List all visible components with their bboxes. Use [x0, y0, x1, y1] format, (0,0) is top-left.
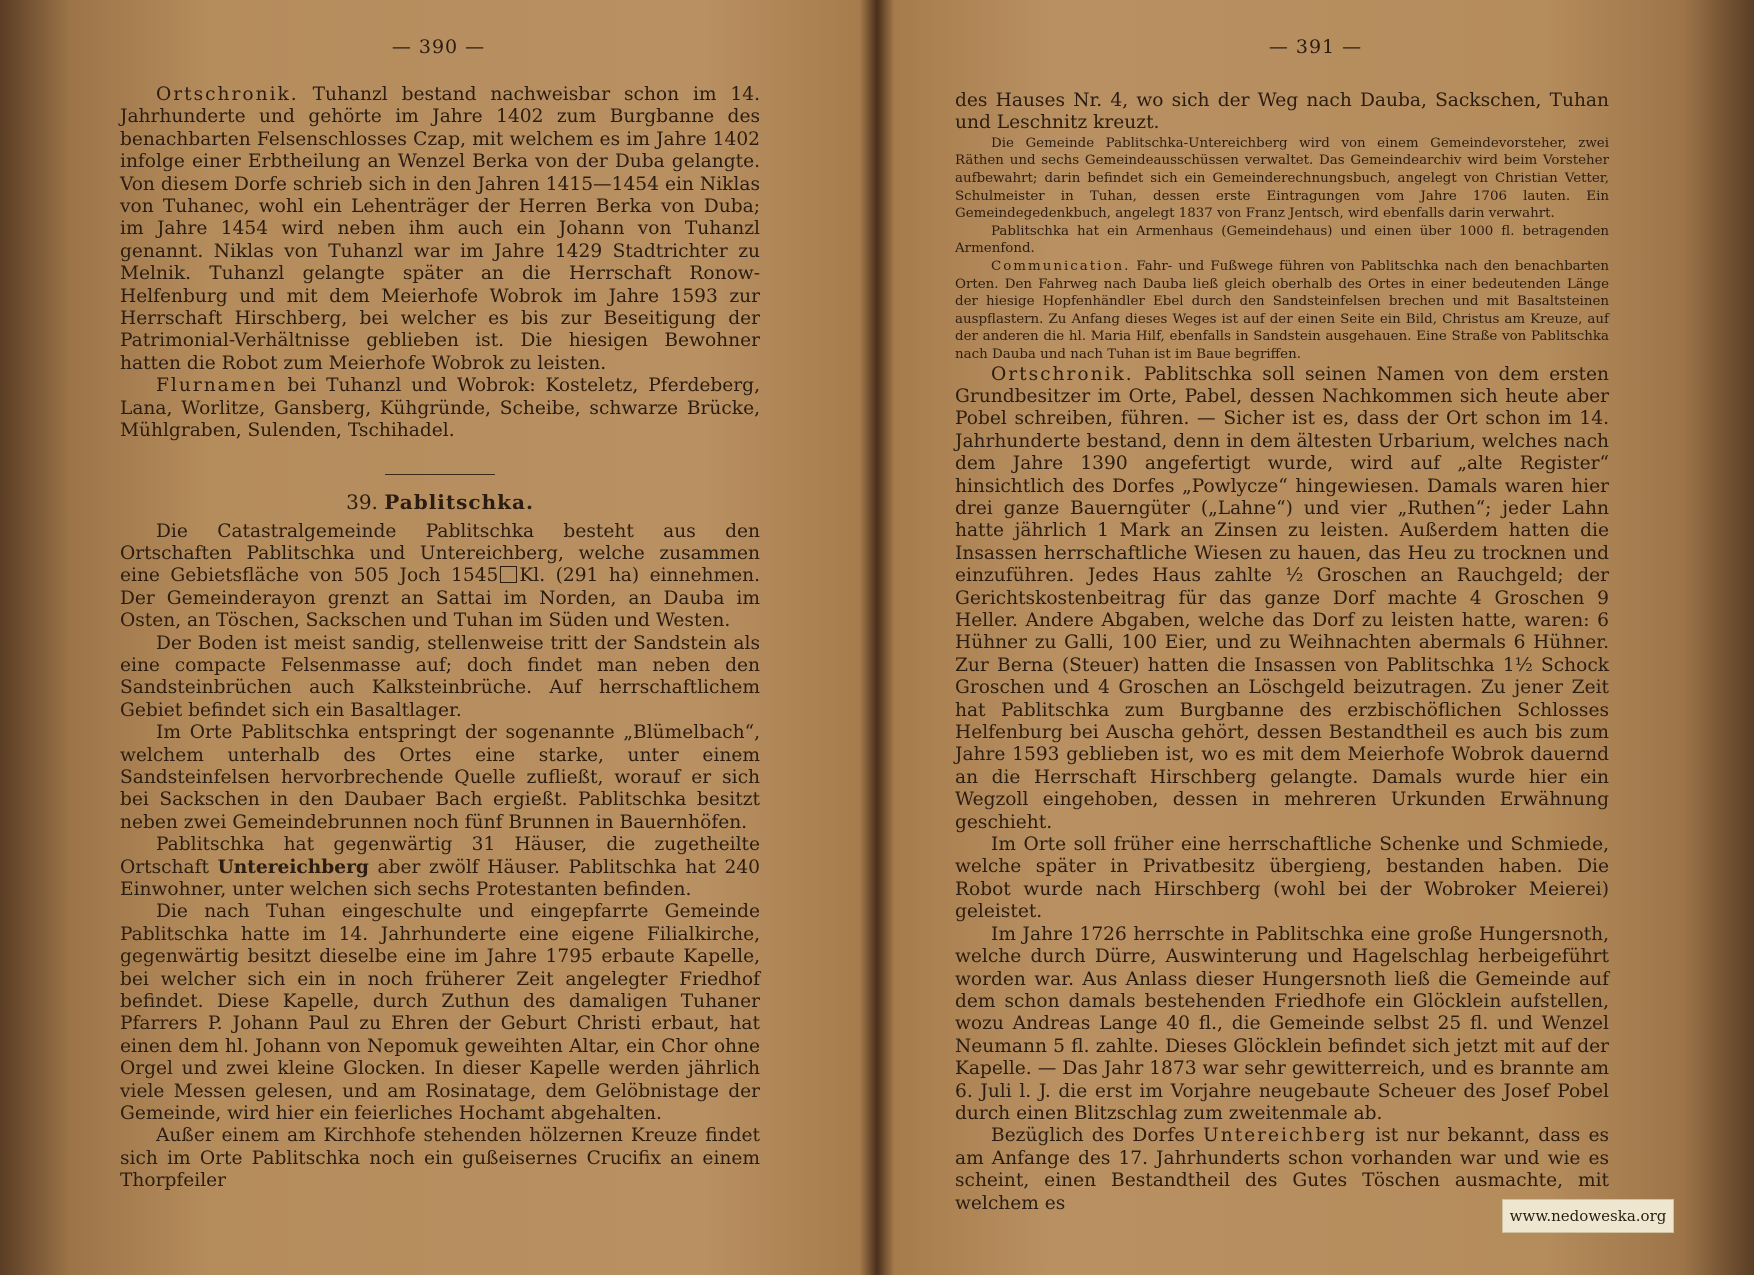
left-text-column	[120, 84, 760, 1193]
bold-place-name: Untereichberg	[217, 856, 369, 878]
paragraph-text: Bezüglich des Dorfes	[991, 1125, 1195, 1147]
paragraph: Der Boden ist meist sandig, stellenweise tritt der Sandstein als eine compacte Felsenmasse auf; doch findet man neben den Sandsteinbrüchen auch Kalksteinbrüche. Auf herrschaftlichem Gebiet befindet sich ein Basaltlager.	[120, 632, 760, 721]
paragraph	[955, 364, 1609, 835]
paragraph: Im Orte Pablitschka entspringt der sogenannte „Blümelbach“, welchem unterhalb des Ortes eine starke, unter einem Sandsteinfelsen hervorbrechende Quelle zufließt, worauf er sich bei Sackschen in den Daubaer Bach ergießt. Pablitschka besitzt neben zwei Gemeindebrunnen noch fünf Brunnen in Bauernhöfen.	[120, 722, 760, 833]
paragraph	[120, 375, 760, 442]
paragraph-text: ist nur bekannt, dass es am Anfange des 17. Jahrhunderts schon vorhanden war und wie es scheint, einen Bestandtheil des Gutes Töschen ausmachte, mit welchem es	[955, 1125, 1610, 1214]
paragraph-label: Untereichberg	[1203, 1125, 1368, 1147]
paragraph-label: Ortschronik.	[991, 363, 1134, 385]
paragraph	[120, 834, 760, 901]
page-number: — 390 —	[391, 36, 486, 58]
section-title: Pablitschka.	[384, 489, 534, 514]
small-paragraph	[955, 258, 1609, 364]
paragraph-text: Tuhanzl bestand nachweisbar schon im 14. Jahrhunderte und gehörte im Jahre 1402 zum Burgbanne des benachbarten Felsenschlosses Czap, mit welchem es im Jahre 1402 infolge einer Erbtheilung an Wenzel Berka von der Duba gelangte. Von diesem Dorfe schrieb sich in den Jahren 1415—1454 ein Niklas von Tuhanec, wohl ein Lehenträger der Herren Berka von Duba; im Jahre 1454 wird neben ihm auch ein Johann von Tuhanzl genannt. Niklas von Tuhanzl war im Jahre 1429 Stadtrichter zu Melnik. Tuhanzl gelangte später an die Herrschaft Ronow-Helfenburg und mit dem Meierhofe Wobrok im Jahre 1593 zur Herrschaft Hirschberg, bei welcher es bis zur Beseitigung der Patrimonial-Verhältnisse geblieben ist. Die hiesigen Bewohner hatten die Robot zum Meierhofe Wobrok zu leisten.	[120, 84, 760, 374]
right-page	[877, 0, 1754, 1275]
paragraph-text: Kl. (291 ha) einnehmen. Der Gemeinderayon grenzt an Sattai im Norden, an Dauba im Osten, an Töschen, Sackschen und Tuhan im Süden und Westen.	[120, 565, 760, 632]
paragraph: Im Jahre 1726 herrschte in Pablitschka eine große Hungersnoth, welche durch Dürre, Auswinterung und Hagelschlag herbeigeführt worden war. Aus Anlass dieser Hungersnoth ließ die Gemeinde auf dem schon damals bestehenden Friedhofe ein Glöcklein aufstellen, wozu Andreas Lange 40 fl., die Gemeinde selbst 25 fl. und Wenzel Neumann 5 fl. zahlte. Dieses Glöcklein befindet sich jetzt mit auf der Kapelle. — Das Jahr 1873 war sehr gewitterreich, und es brannte am 6. Juli l. J. die erst im Vorjahre neugebaute Scheuer des Josef Pobel durch einen Blitzschlag zum zweitenmale ab.	[955, 923, 1609, 1124]
small-paragraph: Die Gemeinde Pablitschka-Untereichberg wird von einem Gemeindevorsteher, zwei Räthen und sechs Gemeindeausschüssen verwaltet. Das Gemeindearchiv wird beim Vorsteher aufbewahrt; darin befindet sich ein Gemeinderechnungsbuch, angelegt von Christian Vetter, Schulmeister in Tuhan, dessen erste Eintragungen vom Jahre 1706 lauten. Ein Gemeindegedenkbuch, angelegt 1837 von Franz Jentsch, wird ebenfalls darin verwahrt.	[955, 135, 1609, 222]
section-heading	[120, 489, 760, 515]
paragraph	[120, 84, 760, 375]
paragraph-text: aber zwölf Häuser. Pablitschka hat 240 Einwohner, unter welchen sich sechs Protestanten befinden.	[120, 856, 760, 900]
section-number: 39.	[346, 489, 378, 514]
paragraph: Im Orte soll früher eine herrschaftliche Schenke und Schmiede, welche später in Privatbesitz übergieng, bestanden haben. Die Robot wurde nach Hirschberg (wohl bei der Wobroker Meierei) geleistet.	[955, 834, 1609, 923]
watermark: www.nedoweska.org	[1502, 1199, 1674, 1233]
paragraph-text: Fahr- und Fußwege führen von Pablitschka nach den benachbarten Orten. Den Fahrweg nach Dauba ließ gleich oberhalb des Ortes in einer bedeutenden Länge der hiesige Hopfenhändler Ebel durch den Sandsteinfelsen brechen und mit Basaltsteinen auspflastern. Zu Anfang dieses Weges ist auf der einen Seite ein Bild, Christus am Kreuze, auf der anderen die hl. Maria Hilf, ebenfalls in Sandstein ausgehauen. Eine Straße von Pablitschka nach Dauba und nach Tuhan ist im Baue begriffen.	[955, 258, 1609, 362]
paragraph: Die nach Tuhan eingeschulte und eingepfarrte Gemeinde Pablitschka hatte im 14. Jahrhunderte eine eigene Filialkirche, gegenwärtig besitzt dieselbe eine im Jahre 1795 erbaute Kapelle, bei welcher sich ein in noch früherer Zeit angelegter Friedhof befindet. Diese Kapelle, durch Zuthun des damaligen Tuhaner Pfarrers P. Johann Paul zu Ehren der Geburt Christi erbaut, hat einen dem hl. Johann von Nepomuk geweihten Altar, ein Chor ohne Orgel und zwei kleine Glocken. In dieser Kapelle werden jährlich viele Messen gelesen, und am Rosinatage, dem Gelöbnistage der Gemeinde, wird hier ein feierliches Hochamt abgehalten.	[120, 901, 760, 1125]
square-unit-icon	[500, 566, 517, 583]
paragraph: Außer einem am Kirchhofe stehenden hölzernen Kreuze findet sich im Orte Pablitschka noch ein gußeisernes Crucifix an einem Thorpfeiler	[120, 1125, 760, 1192]
paragraph: des Hauses Nr. 4, wo sich der Weg nach Dauba, Sackschen, Tuhan und Leschnitz kreuzt.	[955, 90, 1609, 134]
right-text-column	[955, 90, 1609, 1215]
paragraph-text: Pablitschka soll seinen Namen von dem ersten Grundbesitzer im Orte, Pabel, dessen Nachkommen sich heute aber Pobel schreiben, führen. — Sicher ist es, dass der Ort schon im 14. Jahrhunderte bestand, denn in dem ältesten Urbarium, welches nach dem Jahre 1390 angefertigt wurde, wird auf „alte Register“ hinsichtlich des Dorfes „Powlycze“ hingewiesen. Damals waren hier drei ganze Bauerngüter („Lahne“) und vier „Ruthen“; jeder Lahn hatte jährlich 1 Mark an Zinsen zu leisten. Außerdem hatten die Insassen herrschaftliche Wiesen zu hauen, das Heu zu trocknen und einzuführen. Jedes Haus zahlte ½ Groschen an Rauchgeld; der Gerichtskostenbeitrag für das ganze Dorf machte 4 Groschen 9 Heller. Andere Abgaben, welche das Dorf zu leisten hatte, waren: 6 Hühner zu Galli, 100 Eier, und zu Weihnachten abermals 6 Hühner. Zur Berna (Steuer) hatten die Insassen von Pablitschka 1½ Schock Groschen und 4 Groschen an Löschgeld beizutragen. Zu jener Zeit hat Pablitschka zum Burgbanne des erzbischöflichen Schlosses Helfenburg bei Auscha gehört, dessen Bestandtheil es auch bis zum Jahre 1593 geblieben ist, wo es mit dem Meierhofe Wobrok dauernd an die Herrschaft Hirschberg gelangte. Damals wurde hier ein Wegzoll eingehoben, dessen in mehreren Urkunden Erwähnung geschieht.	[955, 363, 1609, 833]
paragraph-text: bei Tuhanzl und Wobrok: Kosteletz, Pferdeberg, Lana, Worlitze, Gansberg, Kühgründe, Scheibe, schwarze Brücke, Mühlgraben, Sulenden, Tschihadel.	[120, 375, 760, 442]
small-paragraph: Pablitschka hat ein Armenhaus (Gemeindehaus) und einen über 1000 fl. betragenden Armenfond.	[955, 223, 1609, 257]
paragraph-text: Die Catastralgemeinde Pablitschka besteht aus den Ortschaften Pablitschka und Untereichberg, welche zusammen eine Gebietsfläche von 505 Joch 1545	[120, 520, 760, 587]
section-divider	[385, 474, 495, 475]
paragraph	[120, 521, 760, 633]
page-number: — 391 —	[1268, 36, 1363, 58]
paragraph-label: Ortschronik.	[156, 84, 299, 105]
paragraph-label: Flurnamen	[156, 375, 278, 397]
paragraph-label: Communication.	[991, 258, 1131, 274]
paragraph-text: Pablitschka hat gegenwärtig 31 Häuser, die zugetheilte Ortschaft	[120, 834, 760, 878]
